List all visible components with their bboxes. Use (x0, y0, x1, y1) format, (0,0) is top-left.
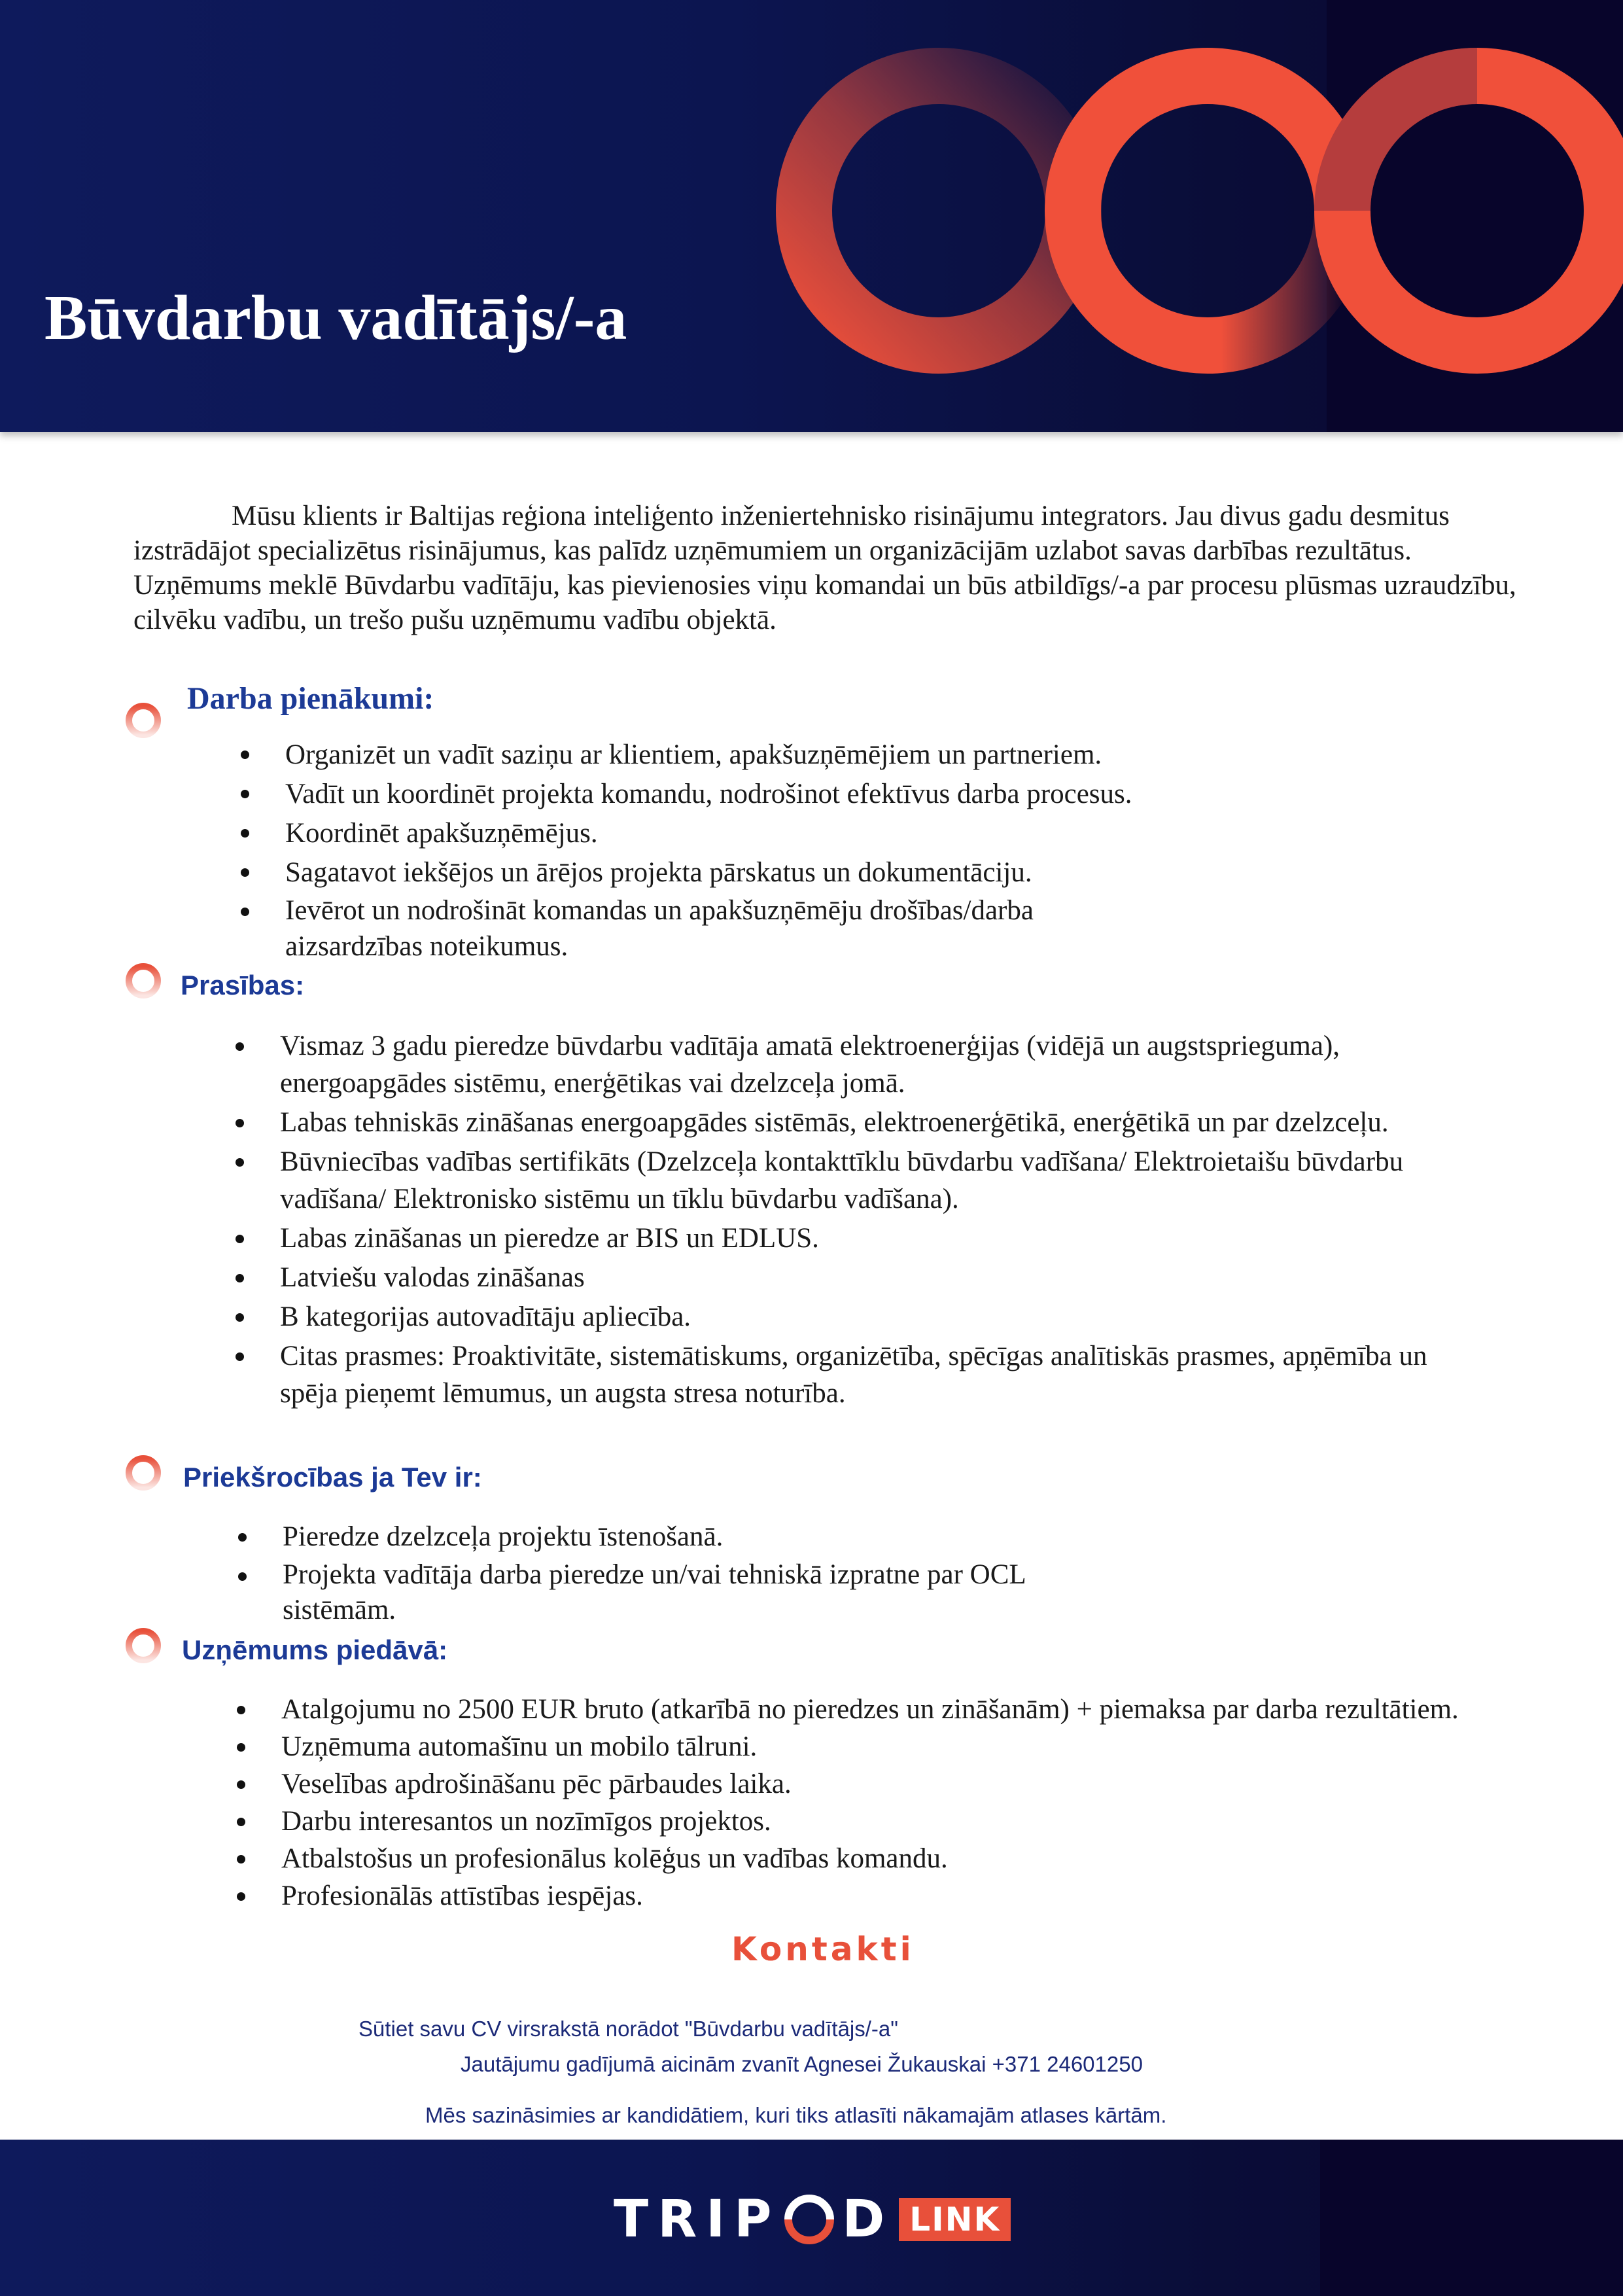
ring-2 (1073, 76, 1342, 211)
contacts-title: Kontakti (731, 1930, 915, 1968)
list-item: B kategorijas autovadītāju apliecība. (280, 1298, 1431, 1335)
intro-text (133, 499, 1520, 637)
list-item: Organizēt un vadīt saziņu ar klientiem, apakšuzņēmējiem un partneriem. (285, 735, 1136, 775)
intro-paragraph-1: Mūsu klients ir Baltijas reģiona inteliģento inženiertehnisko risinājumu integrators. Jau divus gadu desmitus izstrādājot specializētus risinājumus, kas palīdz uzņēmumiem un organizācijām uzlabot savas darbības rezultātus. (133, 501, 1450, 566)
list-item: Projekta vadītāja darba pieredze un/vai tehniskā izpratne par OCL sistēmām. (283, 1557, 1107, 1628)
requirements-list (280, 1027, 1431, 1412)
list-item: Vadīt un koordinēt projekta komandu, nodrošinot efektīvus darba procesus. (285, 775, 1136, 814)
section-ring-icon (123, 961, 164, 1001)
logo-word-right: D (842, 2190, 894, 2249)
offer-list (281, 1691, 1472, 1915)
section-ring-icon (123, 700, 164, 741)
contacts-line-cv: Sūtiet savu CV virsrakstā norādot "Būvdarbu vadītājs/-a" (358, 2017, 898, 2041)
ring-1 (804, 76, 1073, 345)
list-item: Latviešu valodas zināšanas (280, 1259, 1431, 1296)
requirements-heading: Prasības: (181, 970, 305, 1000)
intro-paragraph-2: Uzņēmums meklē Būvdarbu vadītāju, kas pievienosies viņu komandai un būs atbildīgs/-a par procesu plūsmas uzraudzību, cilvēku vadību, un trešo pušu uzņēmumu vadību objektā. (133, 570, 1516, 635)
contacts-line-phone: Jautājumu gadījumā aicinām zvanīt Agnesei Žukauskai +371 24601250 (461, 2052, 1143, 2076)
logo-word-left: TRIP (614, 2190, 781, 2249)
list-item: Pieredze dzelzceļa projektu īstenošanā. (283, 1518, 1107, 1555)
list-item: Atalgojumu no 2500 EUR bruto (atkarībā no pieredzes un zināšanām) + piemaksa par darba rezultātiem. (281, 1691, 1472, 1728)
offer-heading: Uzņēmums piedāvā: (182, 1634, 448, 1665)
list-item: Koordinēt apakšuzņēmējus. (285, 814, 1136, 853)
logo-badge: LINK (899, 2198, 1011, 2241)
footer-banner (0, 2140, 1623, 2296)
list-item: Sagatavot iekšējos un ārējos projekta pārskatus un dokumentāciju. (285, 853, 1136, 892)
list-item: Labas zināšanas un pieredze ar BIS un EDLUS. (280, 1220, 1431, 1257)
list-item: Atbalstošus un profesionālus kolēģus un vadības komandu. (281, 1840, 1472, 1877)
list-item: Citas prasmes: Proaktivitāte, sistemātiskums, organizētība, spēcīgas analītiskās prasmes, apņēmība un spēja pieņemt lēmumus, un augsta stresa noturība. (280, 1337, 1431, 1412)
logo-ring-icon (783, 2193, 835, 2246)
duties-list (285, 735, 1136, 964)
list-item: Labas tehniskās zināšanas energoapgādes sistēmās, elektroenerģētikā, enerģētikā un par dzelzceļu. (280, 1104, 1431, 1141)
list-item: Profesionālās attīstības iespējas. (281, 1877, 1472, 1915)
section-ring-icon (123, 1453, 164, 1493)
header-banner (0, 0, 1623, 432)
section-ring-icon (123, 1625, 164, 1666)
list-item: Darbu interesantos un nozīmīgos projektos. (281, 1803, 1472, 1840)
page-title: Būvdarbu vadītājs/-a (44, 283, 627, 353)
list-item: Ievērot un nodrošināt komandas un apakšuzņēmēju drošības/darba aizsardzības noteikumus. (285, 892, 1136, 964)
advantages-heading: Priekšrocības ja Tev ir: (183, 1462, 482, 1492)
list-item: Būvniecības vadības sertifikāts (Dzelzceļa kontakttīklu būvdarbu vadīšana/ Elektroietaišu būvdarbu vadīšana/ Elektronisko sistēmu un tīklu būvdarbu vadīšana). (280, 1143, 1431, 1218)
tripod-link-logo (614, 2190, 1011, 2249)
advantages-list (283, 1518, 1107, 1628)
rings-graphic (0, 0, 1623, 432)
list-item: Uzņēmuma automašīnu un mobilo tālruni. (281, 1728, 1472, 1765)
list-item: Veselības apdrošināšanu pēc pārbaudes laika. (281, 1765, 1472, 1803)
list-item: Vismaz 3 gadu pieredze būvdarbu vadītāja amatā elektroenerģijas (vidējā un augstsprieguma), energoapgādes sistēmu, enerģētikas vai dzelzceļa jomā. (280, 1027, 1431, 1102)
footer-dark-band (1320, 2140, 1623, 2296)
contacts-line-note: Mēs sazināsimies ar kandidātiem, kuri tiks atlasīti nākamajām atlases kārtām. (425, 2103, 1167, 2127)
duties-heading: Darba pienākumi: (187, 681, 434, 716)
